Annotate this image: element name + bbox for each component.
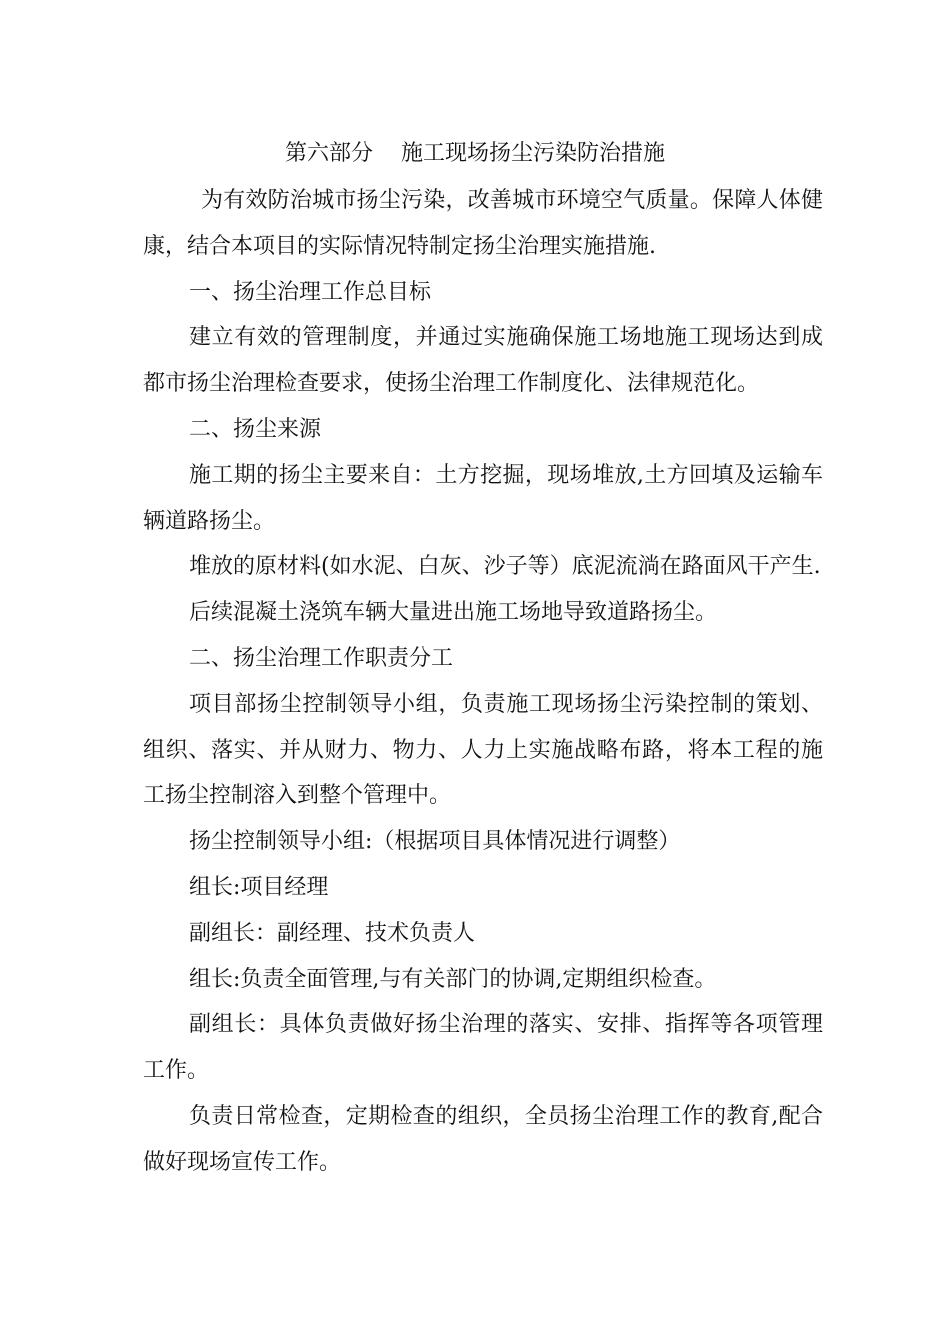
paragraph-leader: 组长:项目经理 [189, 874, 329, 900]
section-heading-duties: 二、扬尘治理工作职责分工 [189, 645, 454, 671]
section-heading-source: 二、扬尘来源 [189, 416, 322, 442]
paragraph-source-3: 后续混凝土浇筑车辆大量进出施工场地导致道路扬尘。 [189, 600, 718, 626]
paragraph-intro: 为有效防治城市扬尘污染，改善城市环境空气质量。保障人体健康，结合本项目的实际情况特制定扬尘治理实施措施. [143, 188, 823, 259]
paragraph-group: 扬尘控制领导小组:（根据项目具体情况进行调整） [189, 829, 681, 855]
document-title: 第六部分 施工现场扬尘污染防治措施 [285, 141, 665, 166]
paragraph-source-1: 施工期的扬尘主要来自：土方挖掘，现场堆放,土方回填及运输车辆道路扬尘。 [143, 462, 823, 534]
paragraph-duties: 项目部扬尘控制领导小组，负责施工现场扬尘污染控制的策划、组织、落实、并从财力、物力、人力上实施战略布路，将本工程的施工扬尘控制溶入到整个管理中。 [143, 691, 823, 809]
document-body [143, 178, 823, 1186]
paragraph-leader-duty: 组长:负责全面管理,与有关部门的协调,定期组织检查。 [189, 966, 717, 992]
section-heading-goal: 一、扬尘治理工作总目标 [189, 279, 432, 305]
paragraph-daily-check: 负责日常检查，定期检查的组织，全员扬尘治理工作的教育,配合做好现场宣传工作。 [143, 1103, 823, 1175]
paragraph-goal: 建立有效的管理制度，并通过实施确保施工场地施工现场达到成都市扬尘治理检查要求，使扬尘治理工作制度化、法律规范化。 [143, 325, 823, 397]
paragraph-source-2: 堆放的原材料(如水泥、白灰、沙子等）底泥流淌在路面风干产生. [189, 554, 821, 580]
paragraph-deputy-duty: 副组长：具体负责做好扬尘治理的落实、安排、指挥等各项管理工作。 [143, 1012, 823, 1084]
paragraph-deputy: 副组长：副经理、技术负责人 [189, 920, 476, 946]
